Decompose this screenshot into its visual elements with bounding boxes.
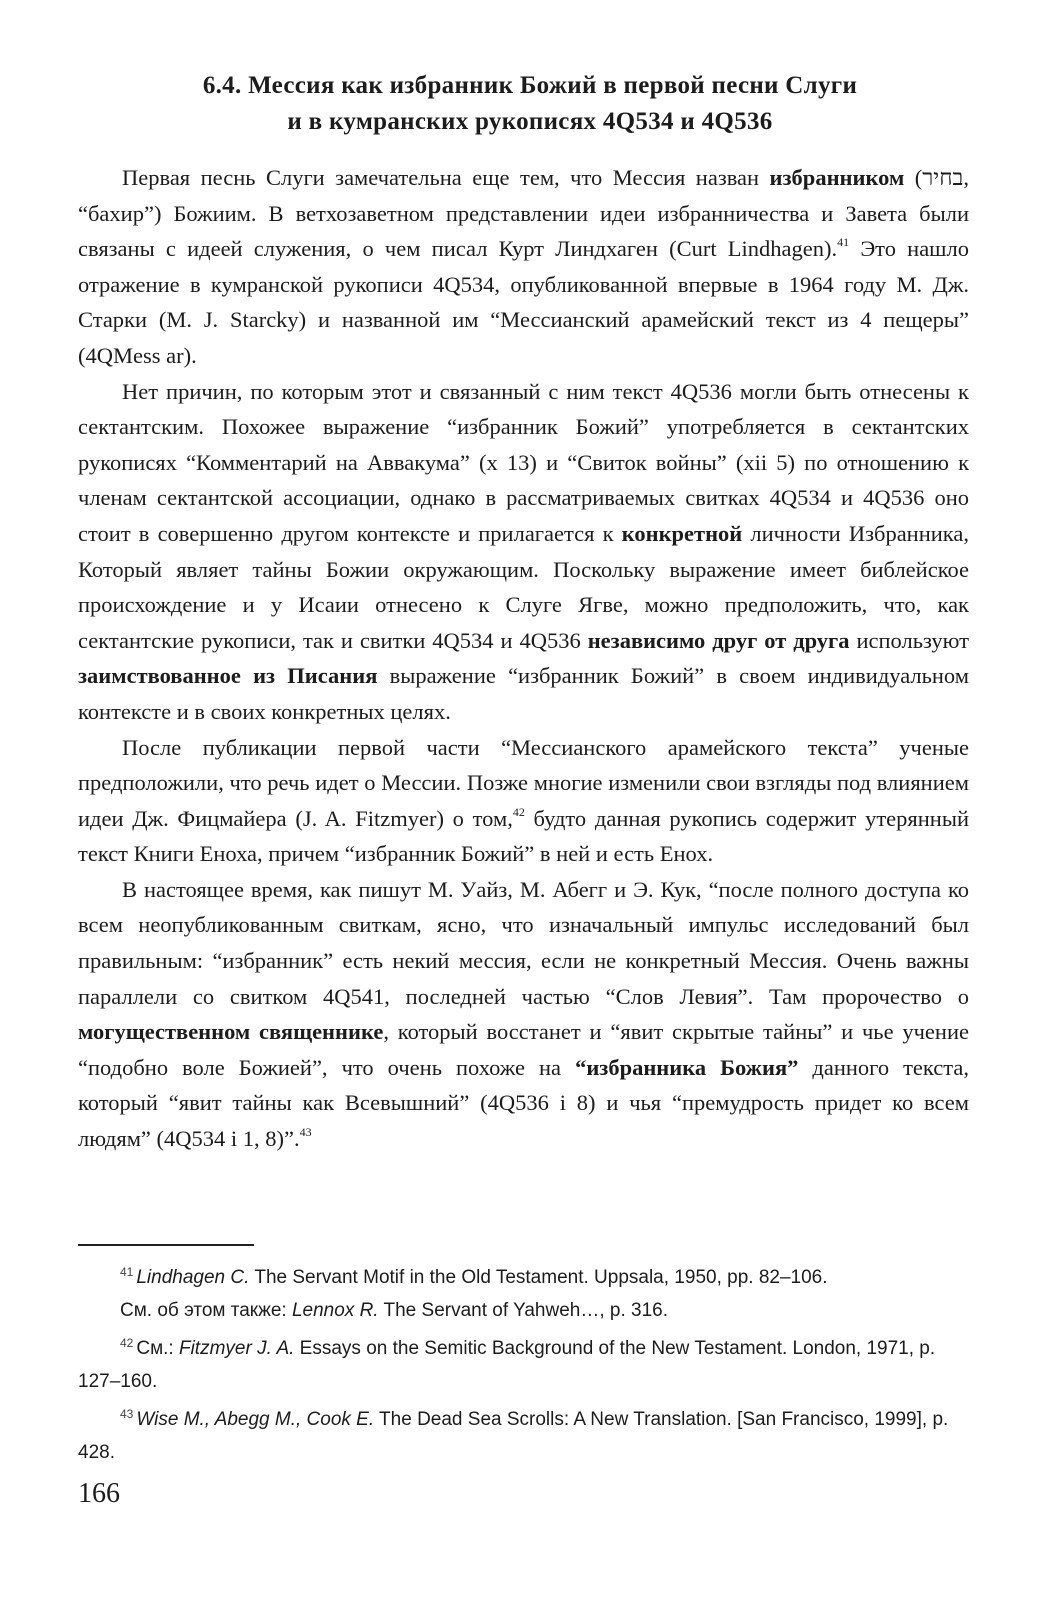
footnote-divider — [78, 1244, 254, 1246]
footnote-ref-42[interactable]: 42 — [512, 804, 525, 819]
footnote-41-cont-a: См. об этом также: — [120, 1299, 292, 1321]
p2-bold-independent: независимо друг от друга — [587, 627, 850, 653]
p2-bold-borrowed: заимствованное из Писания — [78, 663, 378, 689]
footnote-41-number: 41 — [120, 1265, 134, 1279]
p1-text-a: Первая песнь Слуги замечательна еще тем, что Мессия назван — [122, 165, 770, 190]
p2-text-e: выражение “избранник Божий” в своем индивидуальном контексте и в своих конкретных целях. — [78, 663, 969, 724]
section-heading-line-2: и в кумранских рукописях 4Q534 и 4Q536 — [287, 108, 773, 135]
p4-bold-priest: могущественном священнике — [78, 1019, 384, 1045]
paragraph-2 — [78, 374, 969, 730]
footnote-42 — [78, 1327, 978, 1398]
p1-bold-chosen: избранником — [769, 165, 905, 190]
p2-bold-concrete: конкретной — [621, 520, 743, 546]
p2-text-a: Нет причин, по которым этот и связанный с ним текст 4Q536 могли быть отнесены к сектантским. Похожее выражение “избранник Божий” употребляется в сектантских рукописях “Комментарий на Аввакума” (x 13) и “Свиток войны” (xii 5) по отношению к членам сектантской ассоциации, однако в рассматриваемых свитках 4Q534 и 4Q536 оно стоит в совершенно другом контексте и прилагается к — [78, 378, 969, 546]
p2-text-d: используют — [849, 627, 970, 653]
p3-text-a: После публикации первой части “Мессианского арамейского текста” ученые предположили, что речь идет о Мессии. Позже многие изменили свои взгляды под влиянием идеи Дж. Фицмайера (J. A. Fitzmyer) о том, — [78, 734, 969, 831]
footnote-ref-41[interactable]: 41 — [837, 235, 850, 250]
footnote-41 — [78, 1256, 978, 1295]
p1-text-d: Это нашло отражение в кумранской рукописи 4Q534, опубликованной впервые в 1964 году М. Дж. Старки (M. J. Starcky) и названной им “Мессианский арамейский текст из 4 пещеры” (4QMess ar). — [78, 236, 969, 368]
p4-bold-chosen: “избранника Божия” — [575, 1054, 799, 1080]
section-heading-line-1: 6.4. Мессия как избранник Божий в первой песни Слуги — [202, 72, 858, 99]
section-heading — [80, 68, 980, 140]
body-text — [78, 160, 969, 1157]
p4-text-a: В настоящее время, как пишут М. Уайз, М. Абегг и Э. Кук, “после полного доступа ко всем неопубликованным свиткам, ясно, что изначальный импульс исследований был правильным: “избранник” есть некий мессия, если не конкретный Мессия. Очень важны параллели со свитком 4Q541, последней частью “Слов Левия”. Там пророчество о — [78, 876, 969, 1009]
paragraph-1 — [78, 160, 969, 374]
footnote-42-text: Essays on the Semitic Background of the New Testament. London, 1971, p. 127–160. — [78, 1338, 936, 1392]
footnotes — [78, 1256, 978, 1469]
footnote-41-continuation — [78, 1295, 978, 1328]
p4-text-c: , который восстанет и “явит скрытые тайны” и чье учение “подобно воле Божией”, что очень похоже на — [78, 1019, 969, 1080]
footnote-43-text: The Dead Sea Scrolls: A New Translation. [San Francisco, 1999], p. 428. — [78, 1409, 949, 1463]
footnote-43-author: Wise M., Abegg M., Cook E. — [136, 1409, 375, 1430]
footnote-41-text: The Servant Motif in the Old Testament. Uppsala, 1950, pp. 82–106. — [249, 1267, 828, 1288]
p2-text-c: личности Избранника, Который являет тайны Божии окружающим. Поскольку выражение имеет библейское происхождение и у Исаии отнесено к Слуге Ягве, можно предположить, что, как сектантские рукописи, так и свитки 4Q534 и 4Q536 — [78, 520, 970, 653]
footnote-43-number: 43 — [120, 1407, 134, 1421]
p3-text-b: будто данная рукопись содержит утерянный текст Книги Еноха, причем “избранник Божий” в ней и есть Енох. — [78, 805, 970, 867]
footnote-42-number: 42 — [120, 1336, 134, 1350]
footnote-43 — [78, 1398, 978, 1469]
footnote-42-author: Fitzmyer J. A. — [178, 1338, 295, 1359]
footnote-41-cont-b: The Servant of Yahweh…, p. 316. — [378, 1299, 668, 1321]
p1-text-c: (בחיר, “бахир”) Божиим. В ветхозаветном представлении идеи избранничества и Завета были связаны с идеей служения, о чем писал Курт Линдхаген (Curt Lindhagen). — [78, 165, 969, 262]
paragraph-3 — [78, 730, 969, 872]
footnote-41-author: Lindhagen C. — [136, 1267, 250, 1288]
paragraph-4 — [78, 872, 969, 1157]
footnote-ref-43[interactable]: 43 — [299, 1125, 312, 1140]
p4-text-d: данного текста, который “явит тайны как Всевышний” (4Q536 i 8) и чья “премудрость придет ко всем людям” (4Q534 i 1, 8)”. — [78, 1054, 969, 1152]
page-number: 166 — [78, 1478, 120, 1509]
footnote-41-cont-author: Lennox R. — [291, 1299, 379, 1321]
footnote-42-pre: См.: — [136, 1338, 179, 1359]
